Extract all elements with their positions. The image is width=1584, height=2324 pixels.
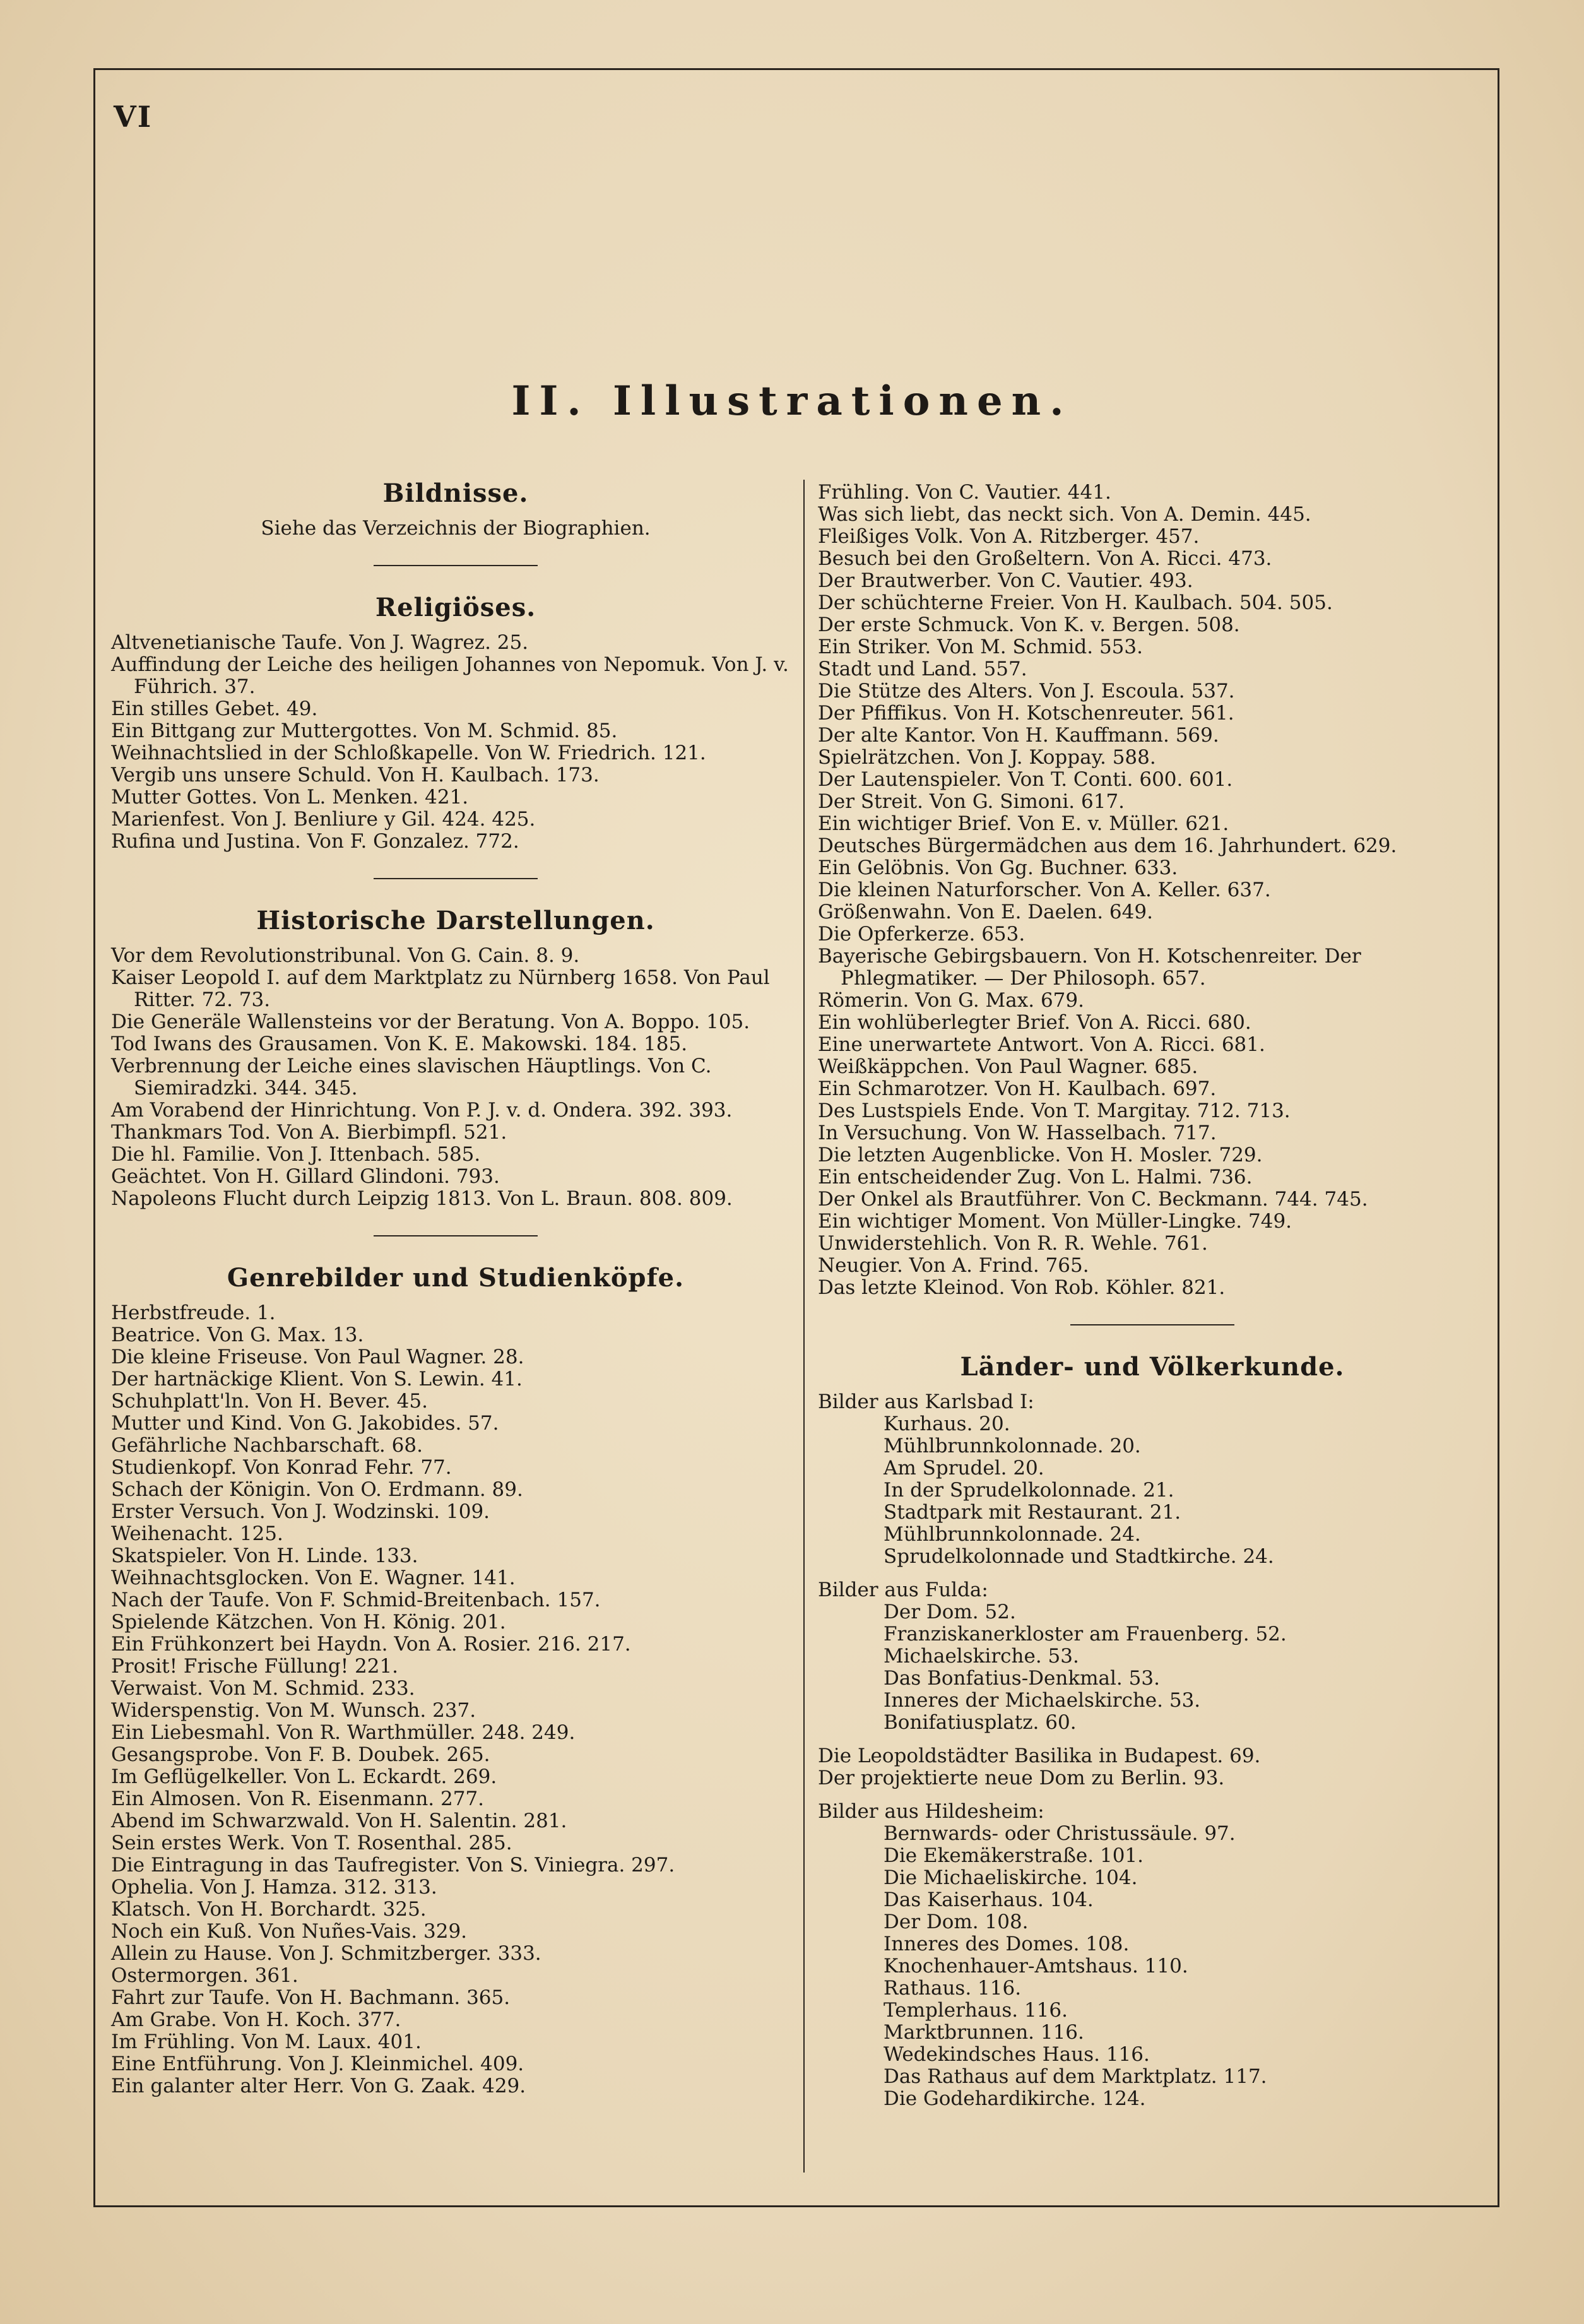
index-entry: Spielende Kätzchen. Von H. König. 201. xyxy=(111,1611,506,1633)
index-entry: Besuch bei den Großeltern. Von A. Ricci. 473. xyxy=(818,547,1272,570)
group-title: Bilder aus Karlsbad I: xyxy=(818,1390,1034,1413)
index-entry: Herbstfreude. 1. xyxy=(111,1301,276,1324)
index-entry: Ein entscheidender Zug. Von L. Halmi. 736. xyxy=(818,1166,1253,1189)
index-entry: Auffindung der Leiche des heiligen Johannes von Nepomuk. Von J. v. Führich. 37. xyxy=(111,653,789,698)
index-entry: Widerspenstig. Von M. Wunsch. 237. xyxy=(111,1699,476,1722)
column-divider xyxy=(803,480,805,2173)
index-entry: Ein wohlüberlegter Brief. Von A. Ricci. 680. xyxy=(818,1011,1251,1034)
index-entry: Marienfest. Von J. Benliure y Gil. 424. 425. xyxy=(111,808,536,831)
section-rule xyxy=(374,878,538,879)
index-entry: Neugier. Von A. Frind. 765. xyxy=(818,1254,1089,1277)
index-entry: Der Brautwerber. Von C. Vautier. 493. xyxy=(818,569,1193,592)
index-entry: Ein Almosen. Von R. Eisenmann. 277. xyxy=(111,1787,485,1810)
index-entry: Frühling. Von C. Vautier. 441. xyxy=(818,481,1111,504)
group-gap xyxy=(818,1568,1487,1579)
index-entry: Ein Frühkonzert bei Haydn. Von A. Rosier. 216. 217. xyxy=(111,1633,631,1656)
index-entry: Die hl. Familie. Von J. Ittenbach. 585. xyxy=(111,1143,481,1166)
index-entry: Bayerische Gebirgsbauern. Von H. Kotschenreiter. Der Phlegmatiker. — Der Philosoph. 657. xyxy=(818,945,1361,990)
group-item: Templerhaus. 116. xyxy=(884,1999,1068,2022)
index-entry: Klatsch. Von H. Borchardt. 325. xyxy=(111,1898,427,1921)
index-entry: In Versuchung. Von W. Hasselbach. 717. xyxy=(818,1122,1217,1144)
index-entry: Fahrt zur Taufe. Von H. Bachmann. 365. xyxy=(111,1986,511,2009)
index-entry: Ein Liebesmahl. Von R. Warthmüller. 248. 249. xyxy=(111,1721,576,1744)
index-entry: Der Onkel als Brautführer. Von C. Beckmann. 744. 745. xyxy=(818,1188,1368,1211)
index-entry: Ein Gelöbnis. Von Gg. Buchner. 633. xyxy=(818,857,1178,879)
index-entry: Der hartnäckige Klient. Von S. Lewin. 41. xyxy=(111,1368,523,1390)
index-entry: Eine unerwartete Antwort. Von A. Ricci. 681. xyxy=(818,1033,1265,1056)
index-entry: Allein zu Hause. Von J. Schmitzberger. 333. xyxy=(111,1942,541,1965)
section-rule xyxy=(374,1235,538,1236)
index-entry: Ostermorgen. 361. xyxy=(111,1964,298,1987)
index-entry: Ein Bittgang zur Muttergottes. Von M. Schmid. 85. xyxy=(111,720,618,742)
group-item: Sprudelkolonnade und Stadtkirche. 24. xyxy=(884,1545,1274,1568)
index-entry: Im Frühling. Von M. Laux. 401. xyxy=(111,2031,422,2053)
group-item: Michaelskirche. 53. xyxy=(884,1645,1079,1668)
group-title: Bilder aus Hildesheim: xyxy=(818,1800,1044,1823)
index-entry: Ein Striker. Von M. Schmid. 553. xyxy=(818,636,1143,658)
group-item: Das Kaiserhaus. 104. xyxy=(884,1888,1094,1911)
index-entry: Deutsches Bürgermädchen aus dem 16. Jahrhundert. 629. xyxy=(818,834,1397,857)
index-entry: Die Generäle Wallensteins vor der Beratung. Von A. Boppo. 105. xyxy=(111,1011,750,1033)
section-heading-historische: Historische Darstellungen. xyxy=(256,906,655,935)
index-entry: Weihenacht. 125. xyxy=(111,1522,283,1545)
index-entry: Im Geflügelkeller. Von L. Eckardt. 269. xyxy=(111,1765,497,1788)
index-entry: Der Pfiffikus. Von H. Kotschenreuter. 561. xyxy=(818,702,1234,725)
index-entry: Weihnachtsglocken. Von E. Wagner. 141. xyxy=(111,1567,516,1589)
list-genrebilder xyxy=(111,1302,800,2097)
group-item: Die Ekemäkerstraße. 101. xyxy=(884,1844,1144,1867)
index-entry: Was sich liebt, das neckt sich. Von A. Demin. 445. xyxy=(818,503,1311,526)
group-item: In der Sprudelkolonnade. 21. xyxy=(884,1479,1174,1502)
list-genre-continued xyxy=(818,482,1487,1299)
index-entry: Verwaist. Von M. Schmid. 233. xyxy=(111,1677,415,1700)
group-gap xyxy=(818,1789,1487,1801)
index-entry: Der Streit. Von G. Simoni. 617. xyxy=(818,790,1125,813)
group-item: Inneres des Domes. 108. xyxy=(884,1933,1130,1955)
section-heading-bildnisse: Bildnisse. xyxy=(382,478,529,508)
index-entry: Weihnachtslied in der Schloßkapelle. Von W. Friedrich. 121. xyxy=(111,742,706,764)
index-entry: Unwiderstehlich. Von R. R. Wehle. 761. xyxy=(818,1232,1208,1255)
index-entry: Ein wichtiger Brief. Von E. v. Müller. 621. xyxy=(818,812,1229,835)
group-item: Rathaus. 116. xyxy=(884,1977,1022,2000)
group-item: Mühlbrunnkolonnade. 20. xyxy=(884,1435,1141,1457)
index-entry: Römerin. Von G. Max. 679. xyxy=(818,989,1084,1012)
section-heading-laender: Länder- und Völkerkunde. xyxy=(960,1352,1345,1382)
index-entry: Prosit! Frische Füllung! 221. xyxy=(111,1655,399,1678)
index-entry: Mutter Gottes. Von L. Menken. 421. xyxy=(111,786,469,809)
left-column xyxy=(111,478,800,2097)
index-entry: Das letzte Kleinod. Von Rob. Köhler. 821. xyxy=(818,1276,1226,1299)
index-entry: Verbrennung der Leiche eines slavischen Häuptlings. Von C. Siemiradzki. 344. 345. xyxy=(111,1055,712,1100)
index-entry: Der schüchterne Freier. Von H. Kaulbach. 504. 505. xyxy=(818,591,1333,614)
group-item: Das Bonfatius-Denkmal. 53. xyxy=(884,1667,1160,1690)
group-item: Bernwards- oder Christussäule. 97. xyxy=(884,1822,1236,1845)
index-entry: Studienkopf. Von Konrad Fehr. 77. xyxy=(111,1456,452,1479)
list-laender xyxy=(818,1391,1487,2121)
index-entry: Die Stütze des Alters. Von J. Escoula. 537. xyxy=(818,680,1235,703)
index-entry: Fleißiges Volk. Von A. Ritzberger. 457. xyxy=(818,525,1200,548)
index-entry: Vor dem Revolutionstribunal. Von G. Cain. 8. 9. xyxy=(111,944,580,967)
group-item: Knochenhauer-Amtshaus. 110. xyxy=(884,1955,1188,1977)
index-entry: Am Vorabend der Hinrichtung. Von P. J. v. d. Ondera. 392. 393. xyxy=(111,1099,733,1122)
index-entry: Gesangsprobe. Von F. B. Doubek. 265. xyxy=(111,1743,490,1766)
section-heading-genrebilder: Genrebilder und Studienköpfe. xyxy=(227,1263,685,1293)
index-entry: Napoleons Flucht durch Leipzig 1813. Von L. Braun. 808. 809. xyxy=(111,1187,733,1210)
page-number: VI xyxy=(114,100,153,134)
index-entry: Größenwahn. Von E. Daelen. 649. xyxy=(818,901,1153,923)
index-entry: Kaiser Leopold I. auf dem Marktplatz zu Nürnberg 1658. Von Paul Ritter. 72. 73. xyxy=(111,966,770,1011)
index-entry: Die Leopoldstädter Basilika in Budapest. 69. xyxy=(818,1745,1261,1767)
group-item: Franziskanerkloster am Frauenberg. 52. xyxy=(884,1623,1287,1645)
section-heading-religioeses: Religiöses. xyxy=(375,593,536,622)
index-entry: Nach der Taufe. Von F. Schmid-Breitenbach. 157. xyxy=(111,1589,601,1611)
index-entry: Ein wichtiger Moment. Von Müller-Lingke. 749. xyxy=(818,1210,1292,1233)
group-item: Stadtpark mit Restaurant. 21. xyxy=(884,1501,1181,1524)
group-item: Das Rathaus auf dem Marktplatz. 117. xyxy=(884,2065,1267,2088)
group-item: Mühlbrunnkolonnade. 24. xyxy=(884,1523,1141,1546)
index-entry: Schuhplatt'ln. Von H. Bever. 45. xyxy=(111,1390,428,1413)
index-entry: Noch ein Kuß. Von Nuñes-Vais. 329. xyxy=(111,1920,468,1943)
group-gap xyxy=(818,2110,1487,2121)
index-entry: Abend im Schwarzwald. Von H. Salentin. 281. xyxy=(111,1810,567,1832)
index-entry: Thankmars Tod. Von A. Bierbimpfl. 521. xyxy=(111,1121,507,1144)
index-entry: Ophelia. Von J. Hamza. 312. 313. xyxy=(111,1876,437,1899)
index-entry: Vergib uns unsere Schuld. Von H. Kaulbach. 173. xyxy=(111,764,600,786)
list-historische xyxy=(111,945,800,1210)
group-item: Marktbrunnen. 116. xyxy=(884,2021,1084,2044)
index-entry: Erster Versuch. Von J. Wodzinski. 109. xyxy=(111,1500,490,1523)
index-entry: Rufina und Justina. Von F. Gonzalez. 772. xyxy=(111,830,519,853)
group-item: Am Sprudel. 20. xyxy=(884,1457,1044,1479)
group-item: Die Godehardikirche. 124. xyxy=(884,2087,1146,2110)
index-entry: Skatspieler. Von H. Linde. 133. xyxy=(111,1544,418,1567)
index-entry: Ein stilles Gebet. 49. xyxy=(111,697,318,720)
index-entry: Ein galanter alter Herr. Von G. Zaak. 429. xyxy=(111,2075,526,2097)
index-entry: Die letzten Augenblicke. Von H. Mosler. 729. xyxy=(818,1144,1263,1166)
group-item: Der Dom. 52. xyxy=(884,1601,1016,1623)
index-entry: Gefährliche Nachbarschaft. 68. xyxy=(111,1434,423,1457)
right-column xyxy=(818,482,1487,2121)
group-title: Bilder aus Fulda: xyxy=(818,1579,988,1601)
section-rule xyxy=(1070,1324,1234,1325)
index-entry: Der projektierte neue Dom zu Berlin. 93. xyxy=(818,1767,1225,1789)
index-entry: Weißkäppchen. Von Paul Wagner. 685. xyxy=(818,1055,1198,1078)
index-entry: Tod Iwans des Grausamen. Von K. E. Makowski. 184. 185. xyxy=(111,1033,688,1055)
index-entry: Altvenetianische Taufe. Von J. Wagrez. 25. xyxy=(111,631,529,654)
index-entry: Am Grabe. Von H. Koch. 377. xyxy=(111,2008,401,2031)
index-entry: Die kleine Friseuse. Von Paul Wagner. 28. xyxy=(111,1346,524,1368)
index-entry: Schach der Königin. Von O. Erdmann. 89. xyxy=(111,1478,523,1501)
group-item: Inneres der Michaelskirche. 53. xyxy=(884,1689,1201,1712)
bildnisse-note: Siehe das Verzeichnis der Biographien. xyxy=(261,517,651,540)
index-entry: Eine Entführung. Von J. Kleinmichel. 409. xyxy=(111,2053,524,2075)
group-item: Kurhaus. 20. xyxy=(884,1413,1010,1435)
group-item: Wedekindsches Haus. 116. xyxy=(884,2043,1150,2066)
main-title: II. Illustrationen. xyxy=(511,377,1073,425)
index-entry: Die Opferkerze. 653. xyxy=(818,923,1025,946)
group-gap xyxy=(818,1734,1487,1745)
index-entry: Ein Schmarotzer. Von H. Kaulbach. 697. xyxy=(818,1077,1217,1100)
index-entry: Der alte Kantor. Von H. Kauffmann. 569. xyxy=(818,724,1219,747)
list-religioeses xyxy=(111,632,800,853)
index-entry: Geächtet. Von H. Gillard Glindoni. 793. xyxy=(111,1165,500,1188)
index-entry: Mutter und Kind. Von G. Jakobides. 57. xyxy=(111,1412,499,1435)
index-entry: Beatrice. Von G. Max. 13. xyxy=(111,1324,364,1346)
index-entry: Des Lustspiels Ende. Von T. Margitay. 712. 713. xyxy=(818,1100,1291,1122)
group-item: Der Dom. 108. xyxy=(884,1911,1029,1933)
index-entry: Der erste Schmuck. Von K. v. Bergen. 508. xyxy=(818,614,1240,636)
index-entry: Sein erstes Werk. Von T. Rosenthal. 285. xyxy=(111,1832,512,1854)
index-entry: Die kleinen Naturforscher. Von A. Keller. 637. xyxy=(818,879,1271,901)
index-entry: Der Lautenspieler. Von T. Conti. 600. 601. xyxy=(818,768,1233,791)
group-item: Die Michaeliskirche. 104. xyxy=(884,1866,1138,1889)
section-rule xyxy=(374,565,538,566)
index-entry: Die Eintragung in das Taufregister. Von S. Viniegra. 297. xyxy=(111,1854,675,1876)
index-entry: Spielrätzchen. Von J. Koppay. 588. xyxy=(818,746,1156,769)
index-entry: Stadt und Land. 557. xyxy=(818,658,1027,680)
group-item: Bonifatiusplatz. 60. xyxy=(884,1711,1077,1734)
